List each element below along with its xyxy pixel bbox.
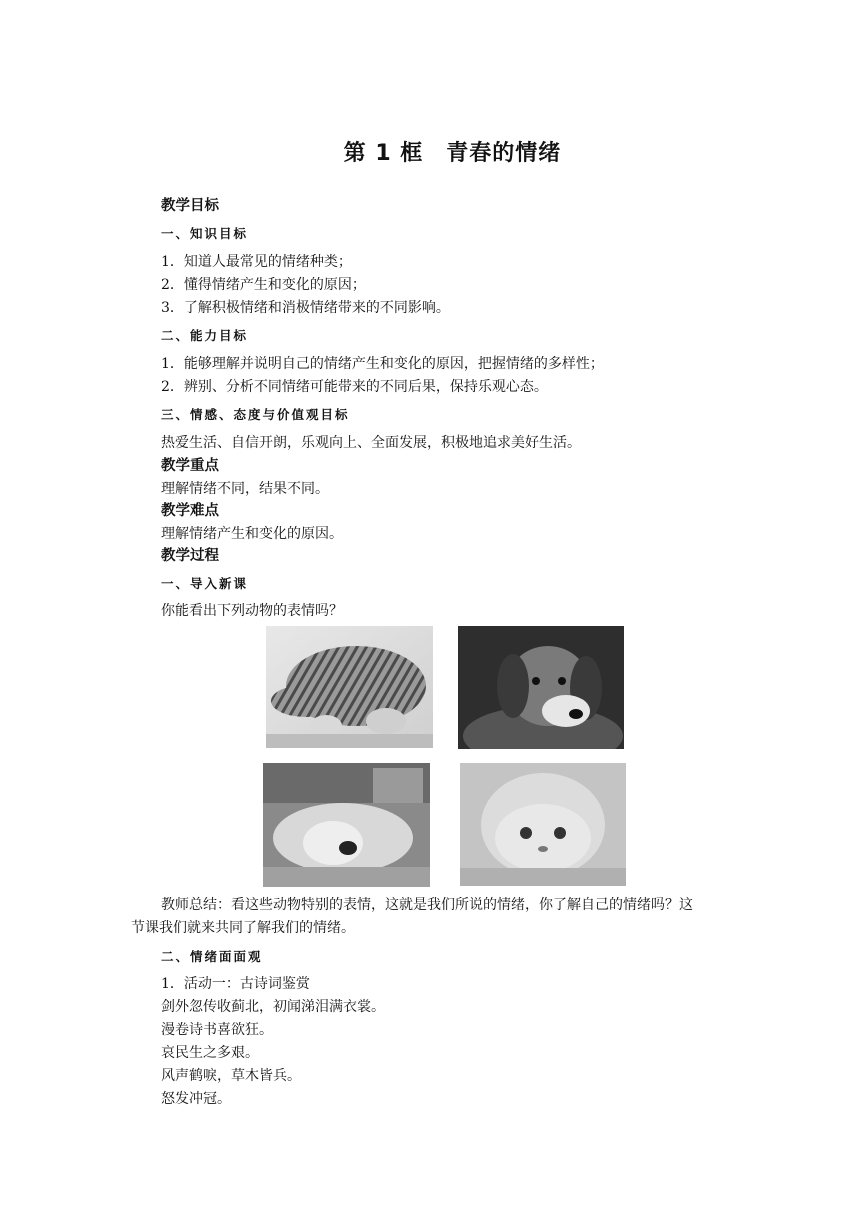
page-title: 第 1 框 青春的情绪 xyxy=(343,141,562,166)
poem-line: 怒发冲冠。 xyxy=(161,1091,231,1107)
intro-summary-line1: 教师总结：看这些动物特别的表情，这就是我们所说的情绪，你了解自己的情绪吗？这 xyxy=(161,897,693,913)
knowledge-item: 2．懂得情绪产生和变化的原因； xyxy=(161,277,366,293)
ability-item: 2．辨别、分析不同情绪可能带来的不同后果，保持乐观心态。 xyxy=(161,379,548,395)
intro-heading: 一、导入新课 xyxy=(161,576,249,591)
intro-question: 你能看出下列动物的表情吗？ xyxy=(161,603,343,619)
shiba-dog-photo xyxy=(263,763,430,887)
poem-line: 剑外忽传收蓟北，初闻涕泪满衣裳。 xyxy=(161,999,385,1015)
poem-line: 漫卷诗书喜欲狂。 xyxy=(161,1022,273,1038)
knowledge-item: 3．了解积极情绪和消极情绪带来的不同影响。 xyxy=(161,300,450,316)
ability-goals-heading: 二、能力目标 xyxy=(161,328,249,343)
activity-title: 1．活动一：古诗词鉴赏 xyxy=(161,976,310,992)
goals-heading: 教学目标 xyxy=(161,198,219,214)
difficulty-heading: 教学难点 xyxy=(161,503,219,519)
emotions-heading: 二、情绪面面观 xyxy=(161,949,263,964)
poem-line: 风声鹤唳，草木皆兵。 xyxy=(161,1068,301,1084)
focus-heading: 教学重点 xyxy=(161,458,219,474)
difficulty-text: 理解情绪产生和变化的原因。 xyxy=(161,526,343,542)
knowledge-item: 1．知道人最常见的情绪种类； xyxy=(161,254,352,270)
focus-text: 理解情绪不同，结果不同。 xyxy=(161,481,329,497)
knowledge-goals-heading: 一、知识目标 xyxy=(161,226,249,241)
tabby-cat-photo xyxy=(266,626,433,748)
poem-line: 哀民生之多艰。 xyxy=(161,1045,259,1061)
values-goals-heading: 三、情感、态度与价值观目标 xyxy=(161,407,350,422)
kitten-photo xyxy=(460,763,626,886)
values-goals-text: 热爱生活、自信开朗，乐观向上、全面发展，积极地追求美好生活。 xyxy=(161,435,581,451)
intro-summary-line2: 节课我们就来共同了解我们的情绪。 xyxy=(131,920,355,936)
process-heading: 教学过程 xyxy=(161,548,219,564)
ability-item: 1．能够理解并说明自己的情绪产生和变化的原因，把握情绪的多样性； xyxy=(161,356,604,372)
beagle-dog-photo xyxy=(458,626,624,749)
